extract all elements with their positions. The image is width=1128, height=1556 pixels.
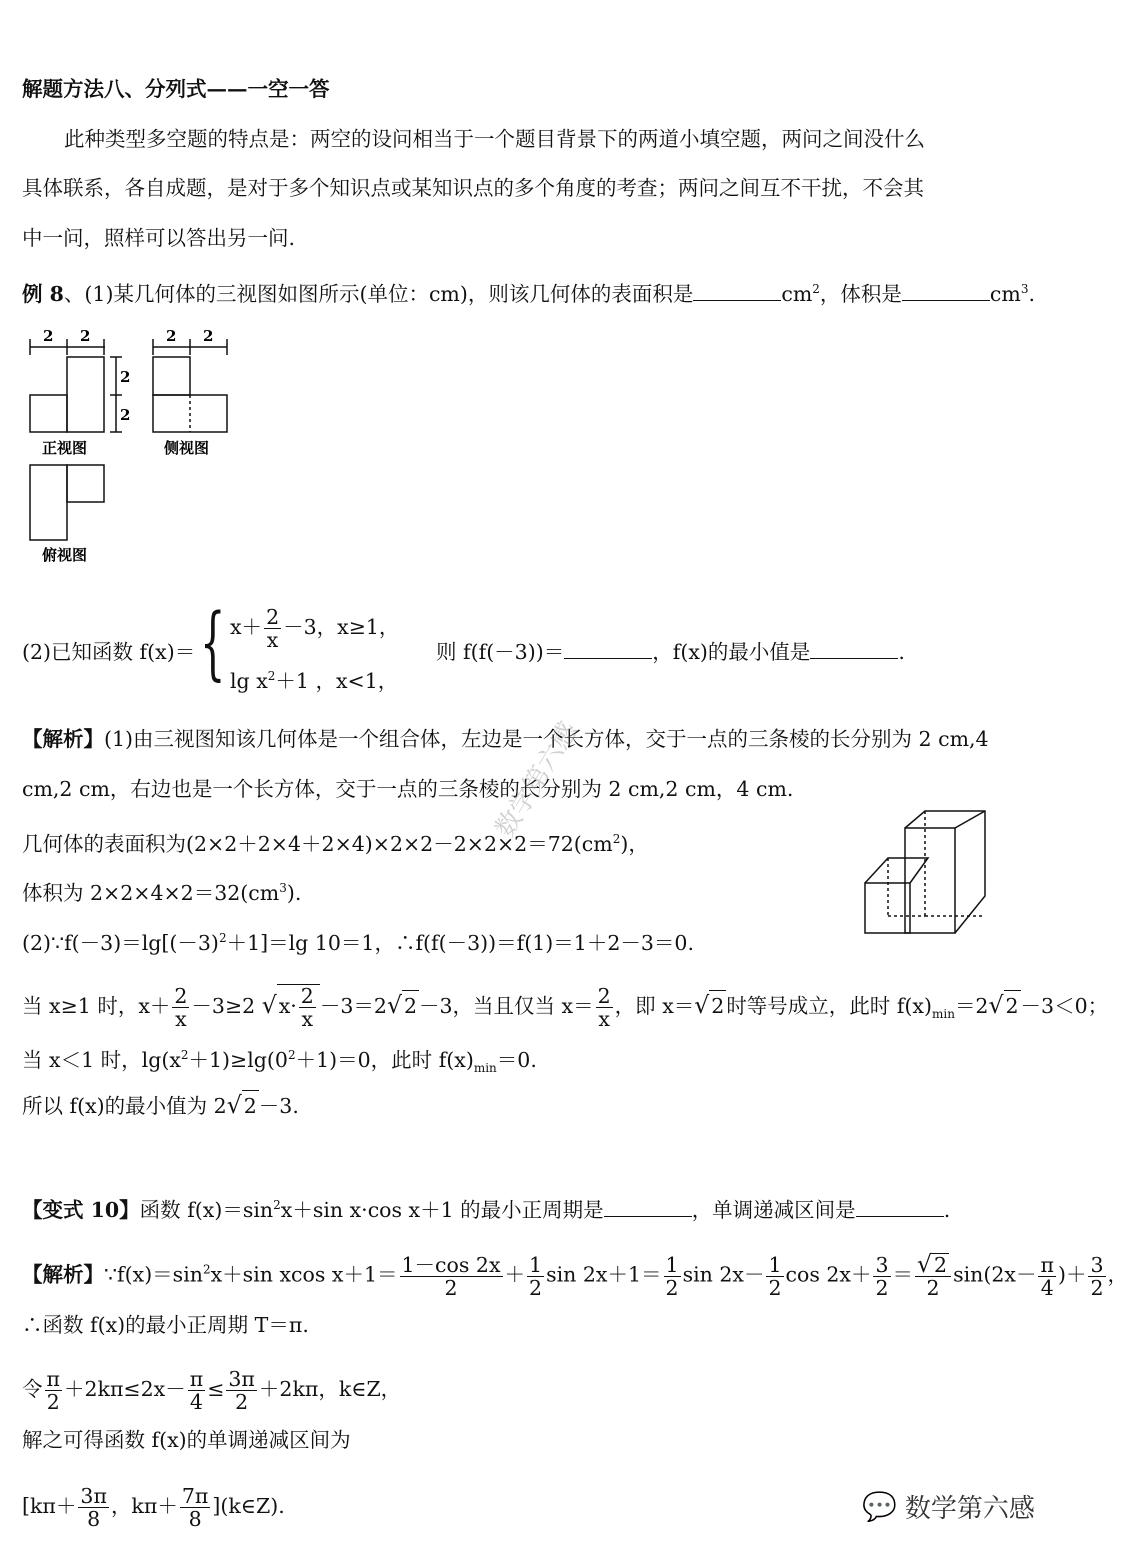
fraction bbox=[78, 1485, 109, 1530]
dim-label: 2 bbox=[166, 327, 177, 345]
text-run: cm bbox=[989, 281, 1021, 306]
denominator bbox=[172, 1008, 189, 1030]
fraction bbox=[264, 606, 281, 651]
text-run: ＝ bbox=[892, 1262, 914, 1287]
square-root bbox=[262, 984, 320, 1030]
text-run: 1 bbox=[665, 1252, 679, 1277]
text-run: ∴函数 f(x)的最小正周期 T＝π. bbox=[22, 1313, 309, 1337]
superscript: 3 bbox=[279, 881, 287, 895]
text-run: (2)∵f(－3)＝lg[(－3) bbox=[22, 930, 219, 955]
numerator bbox=[188, 1368, 205, 1391]
bold-label: 【解析】 bbox=[22, 727, 104, 751]
fraction bbox=[1088, 1254, 1105, 1299]
side-view-label: 侧视图 bbox=[164, 439, 210, 457]
text-run: 2 bbox=[300, 984, 314, 1008]
text-run: sin(2x－ bbox=[953, 1262, 1037, 1287]
text-run: 所以 f(x)的最小值为 2 bbox=[22, 1094, 227, 1118]
denominator bbox=[226, 1391, 257, 1413]
text-run: －3. bbox=[258, 1094, 299, 1118]
superscript: 2 bbox=[218, 931, 227, 945]
square-root bbox=[988, 990, 1020, 1021]
text-run: . bbox=[1028, 281, 1036, 306]
subscript: min bbox=[473, 1060, 497, 1075]
text-run: 7π bbox=[181, 1484, 209, 1508]
numerator bbox=[264, 606, 281, 629]
denominator bbox=[180, 1508, 211, 1530]
text-line bbox=[22, 1425, 351, 1455]
numerator bbox=[766, 1254, 783, 1277]
numerator bbox=[78, 1485, 109, 1508]
text-line bbox=[22, 223, 295, 253]
denominator bbox=[915, 1277, 951, 1299]
text-line bbox=[22, 274, 1035, 309]
numerator bbox=[172, 985, 189, 1008]
numerator bbox=[180, 1485, 211, 1508]
answer-blank[interactable] bbox=[604, 1194, 692, 1217]
text-line bbox=[22, 1040, 537, 1083]
text-run: －3＝2 bbox=[319, 994, 387, 1018]
text-run: cm bbox=[781, 281, 813, 306]
superscript: 2 bbox=[273, 1198, 281, 1212]
piecewise-case-2 bbox=[230, 664, 398, 694]
fraction bbox=[400, 1254, 503, 1299]
text-run: ＋1)＝0，此时 f(x) bbox=[295, 1047, 474, 1072]
answer-blank[interactable] bbox=[564, 636, 652, 659]
text-run: 几何体的表面积为(2×2＋2×4＋2×4)×2×2－2×2×2＝72(cm bbox=[22, 831, 613, 856]
text-run: cos 2x＋ bbox=[785, 1262, 872, 1287]
fraction bbox=[299, 985, 316, 1030]
text-run: [kπ＋ bbox=[22, 1494, 77, 1518]
text-run: x bbox=[266, 628, 279, 652]
text-run: 2 bbox=[926, 1276, 940, 1300]
square-root bbox=[917, 1250, 949, 1278]
text-line bbox=[22, 1310, 309, 1340]
text-run: 当 x＜1 时，lg(x bbox=[22, 1047, 181, 1072]
numerator bbox=[873, 1254, 890, 1277]
text-run: ，即 x＝ bbox=[614, 994, 695, 1018]
answer-blank[interactable] bbox=[856, 1194, 944, 1217]
superscript: 2 bbox=[612, 832, 621, 846]
dim-label: 2 bbox=[120, 368, 131, 386]
denominator bbox=[45, 1391, 62, 1413]
fraction bbox=[873, 1254, 890, 1299]
radicand bbox=[709, 990, 726, 1021]
text-run: 3 bbox=[1090, 1252, 1104, 1277]
text-run: ＋1 ，x<1， bbox=[275, 669, 399, 693]
square-root bbox=[387, 990, 419, 1021]
text-run: 2 bbox=[235, 1390, 249, 1414]
fraction bbox=[172, 985, 189, 1030]
radicand bbox=[277, 984, 320, 1030]
text-run: 2 bbox=[243, 1094, 257, 1118]
text-run: 中一问，照样可以答出另一问. bbox=[22, 226, 296, 250]
text-run: x bbox=[175, 1007, 187, 1031]
superscript: 2 bbox=[287, 1048, 296, 1062]
text-run: lg x bbox=[230, 669, 268, 693]
text-line bbox=[22, 724, 989, 754]
text-run: 2 bbox=[711, 994, 725, 1018]
text-run: 2 bbox=[529, 1275, 543, 1300]
piecewise-prefix: (2)已知函数 f(x)＝ bbox=[22, 640, 196, 664]
text-line bbox=[22, 923, 694, 958]
text-run: x＋sin x·cos x＋1 的最小正周期是 bbox=[280, 1197, 604, 1222]
denominator bbox=[264, 629, 281, 651]
square-root bbox=[694, 990, 726, 1021]
text-run: 4 bbox=[1040, 1275, 1054, 1300]
denominator bbox=[400, 1277, 503, 1299]
text-run: 2 bbox=[1090, 1275, 1104, 1300]
numerator bbox=[1038, 1254, 1055, 1277]
text-run: 8 bbox=[188, 1507, 202, 1531]
numerator bbox=[1088, 1254, 1105, 1277]
text-run: ＋1]＝lg 10＝1，∴f(f(－3))＝f(1)＝1＋2－3＝0. bbox=[226, 930, 694, 955]
text-run: 2 bbox=[403, 994, 417, 1018]
radical-sign: √ bbox=[226, 1091, 242, 1119]
denominator bbox=[873, 1277, 890, 1299]
text-run: 当 x≥1 时，x＋ bbox=[22, 994, 171, 1018]
text-line bbox=[22, 774, 793, 804]
solid-3d-figure bbox=[860, 808, 1000, 940]
text-line bbox=[22, 873, 301, 908]
text-run: x＋ bbox=[230, 615, 263, 639]
text-run: 1 bbox=[529, 1252, 543, 1277]
denominator bbox=[1088, 1277, 1105, 1299]
bold-label: 【变式 10】 bbox=[22, 1197, 140, 1222]
text-run: 2 bbox=[266, 605, 280, 629]
text-run: x＋sin xcos x＋1＝ bbox=[210, 1262, 398, 1287]
numerator bbox=[596, 985, 613, 1008]
text-run: 2 bbox=[597, 984, 611, 1008]
text-run: 2 bbox=[1005, 994, 1019, 1018]
denominator bbox=[596, 1008, 613, 1030]
numerator bbox=[299, 985, 316, 1008]
text-run: sin 2x－ bbox=[682, 1262, 765, 1287]
text-run: ＋2kπ≤2x－ bbox=[63, 1377, 186, 1401]
superscript: 2 bbox=[267, 669, 276, 684]
brace: { bbox=[200, 596, 226, 689]
numerator bbox=[45, 1368, 62, 1391]
text-run: －3，当且仅当 x＝ bbox=[419, 994, 594, 1018]
fraction bbox=[527, 1254, 544, 1299]
radical-sign: √ bbox=[261, 991, 277, 1019]
text-run: 3 bbox=[875, 1252, 889, 1277]
dim-label: 2 bbox=[203, 327, 214, 345]
dim-label: 2 bbox=[43, 327, 54, 345]
square-root bbox=[227, 1090, 259, 1121]
text-run: －3≥2 bbox=[191, 994, 262, 1018]
text-run: sin 2x＋1＝ bbox=[546, 1262, 662, 1287]
text-run: －3＜0； bbox=[1020, 994, 1109, 1018]
text-line bbox=[22, 1190, 950, 1225]
text-run: 8 bbox=[87, 1507, 101, 1531]
denominator bbox=[78, 1508, 109, 1530]
text-line bbox=[22, 74, 330, 104]
text-line bbox=[22, 1485, 285, 1530]
superscript: 2 bbox=[812, 282, 820, 296]
text-run: 3π bbox=[80, 1484, 107, 1508]
text-run: 解之可得函数 f(x)的单调递减区间为 bbox=[22, 1428, 351, 1452]
text-run: ). bbox=[286, 880, 302, 905]
text-run: x· bbox=[278, 994, 297, 1018]
text-run: 1－cos 2x bbox=[401, 1252, 501, 1277]
wechat-icon: 💬 bbox=[862, 1490, 897, 1523]
text-run: 1 bbox=[768, 1252, 782, 1277]
text-run: ≤ bbox=[207, 1377, 225, 1401]
radicand bbox=[402, 990, 419, 1021]
text-run: π bbox=[189, 1367, 204, 1391]
text-run: ＝2 bbox=[954, 994, 989, 1018]
fraction bbox=[226, 1368, 257, 1413]
denominator bbox=[527, 1277, 544, 1299]
denominator bbox=[1038, 1277, 1055, 1299]
text-run: 解题方法八、分列式——一空一答 bbox=[22, 77, 330, 101]
text-run: . bbox=[943, 1197, 951, 1222]
radical-sign: √ bbox=[694, 991, 710, 1019]
text-run: ，单调递减区间是 bbox=[691, 1197, 856, 1222]
text-run: 2 bbox=[46, 1390, 60, 1414]
text-run: ，kπ＋ bbox=[110, 1494, 178, 1518]
text-run: π bbox=[46, 1367, 60, 1391]
logo-text: 数学第六感 bbox=[904, 1494, 1035, 1524]
text-run: (1)由三视图知该几何体是一个组合体，左边是一个长方体，交于一点的三条棱的长分别为 2 cm,4 bbox=[104, 727, 989, 751]
text-run: ＋2kπ，k∈Z， bbox=[258, 1377, 402, 1401]
text-run: ＋ bbox=[504, 1262, 526, 1287]
numerator bbox=[915, 1250, 951, 1278]
fraction bbox=[188, 1368, 205, 1413]
text-line bbox=[22, 824, 649, 859]
fraction bbox=[1038, 1254, 1055, 1299]
text-line bbox=[22, 1368, 401, 1413]
text-run: 4 bbox=[189, 1390, 203, 1414]
text-run: 3π bbox=[228, 1367, 255, 1391]
numerator bbox=[400, 1254, 503, 1277]
subscript: min bbox=[931, 1007, 955, 1022]
piecewise-suffix bbox=[436, 635, 905, 665]
radicand bbox=[1004, 990, 1021, 1021]
text-run: ， bbox=[1107, 1262, 1128, 1287]
answer-blank[interactable] bbox=[693, 278, 781, 301]
text-run: －3，x≥1， bbox=[283, 615, 400, 639]
text-run: 具体联系，各自成题，是对于多个知识点或某知识点的多个角度的考查；两问之间互不干扰，不会其 bbox=[22, 176, 924, 200]
text-line bbox=[64, 124, 925, 154]
watermark: 数学第六感 bbox=[489, 716, 585, 843]
fraction bbox=[45, 1368, 62, 1413]
text-run: 2 bbox=[444, 1275, 458, 1300]
fraction bbox=[596, 985, 613, 1030]
text-run: 、(1)某几何体的三视图如图所示(单位：cm)，则该几何体的表面积是 bbox=[63, 281, 694, 306]
radical-sign: √ bbox=[386, 991, 402, 1019]
radical-sign: √ bbox=[917, 1250, 933, 1278]
text-run: 2 bbox=[934, 1253, 948, 1277]
text-run: 则 f(f(－3))＝ bbox=[436, 640, 565, 664]
dim-label: 2 bbox=[80, 327, 91, 345]
bold-label: 【解析】 bbox=[22, 1262, 104, 1287]
denominator bbox=[766, 1277, 783, 1299]
text-run: 2 bbox=[768, 1275, 782, 1300]
text-run: 体积为 2×2×4×2＝32(cm bbox=[22, 880, 280, 905]
text-run: ∵f(x)＝sin bbox=[104, 1262, 203, 1287]
front-view-label: 正视图 bbox=[42, 439, 88, 457]
text-run: 此种类型多空题的特点是：两空的设问相当于一个题目背景下的两道小填空题，两问之间没什么 bbox=[64, 127, 925, 151]
text-run: cm,2 cm，右边也是一个长方体，交于一点的三条棱的长分别为 2 cm,2 cm，4 cm. bbox=[22, 777, 794, 801]
bold-label: 例 8 bbox=[22, 281, 64, 306]
text-run: )， bbox=[620, 831, 649, 856]
text-run: )＋ bbox=[1057, 1262, 1087, 1287]
three-view-figure bbox=[20, 325, 240, 570]
denominator bbox=[299, 1008, 316, 1030]
fraction bbox=[664, 1254, 681, 1299]
numerator bbox=[226, 1368, 257, 1391]
fraction bbox=[180, 1485, 211, 1530]
superscript: 2 bbox=[180, 1048, 189, 1062]
text-run: ，f(x)的最小值是 bbox=[652, 640, 811, 664]
dim-label: 2 bbox=[120, 406, 131, 424]
superscript: 3 bbox=[1020, 282, 1029, 296]
answer-blank[interactable] bbox=[810, 636, 898, 659]
numerator bbox=[527, 1254, 544, 1277]
text-line bbox=[22, 984, 1108, 1030]
superscript: 2 bbox=[202, 1262, 211, 1277]
text-run: . bbox=[898, 640, 905, 664]
text-run: ，体积是 bbox=[819, 281, 902, 306]
text-run: x bbox=[598, 1007, 610, 1031]
text-run: 2 bbox=[665, 1275, 679, 1300]
fraction bbox=[766, 1254, 783, 1299]
text-line bbox=[22, 1090, 299, 1121]
text-run: 2 bbox=[174, 984, 188, 1008]
fraction bbox=[915, 1250, 951, 1300]
piecewise-case-1 bbox=[230, 606, 399, 651]
text-run: ＋1)≥lg(0 bbox=[188, 1047, 288, 1072]
denominator bbox=[188, 1391, 205, 1413]
text-run: π bbox=[1040, 1252, 1054, 1277]
text-run: ](k∈Z). bbox=[212, 1494, 285, 1518]
text-line bbox=[22, 173, 924, 203]
text-run: 函数 f(x)＝sin bbox=[139, 1197, 274, 1222]
text-run: 时等号成立，此时 f(x) bbox=[726, 994, 932, 1018]
radical-sign: √ bbox=[988, 991, 1004, 1019]
text-run: 2 bbox=[875, 1275, 889, 1300]
text-run: 令 bbox=[22, 1377, 43, 1401]
numerator bbox=[664, 1254, 681, 1277]
text-run: ＝0. bbox=[496, 1047, 537, 1072]
text-run: x bbox=[301, 1007, 314, 1031]
top-view-label: 俯视图 bbox=[42, 546, 88, 564]
radicand bbox=[932, 1253, 949, 1276]
radicand bbox=[242, 1090, 259, 1121]
denominator bbox=[664, 1277, 681, 1299]
text-line bbox=[22, 1250, 1128, 1300]
answer-blank[interactable] bbox=[902, 278, 990, 301]
brand-logo bbox=[862, 1488, 1035, 1525]
